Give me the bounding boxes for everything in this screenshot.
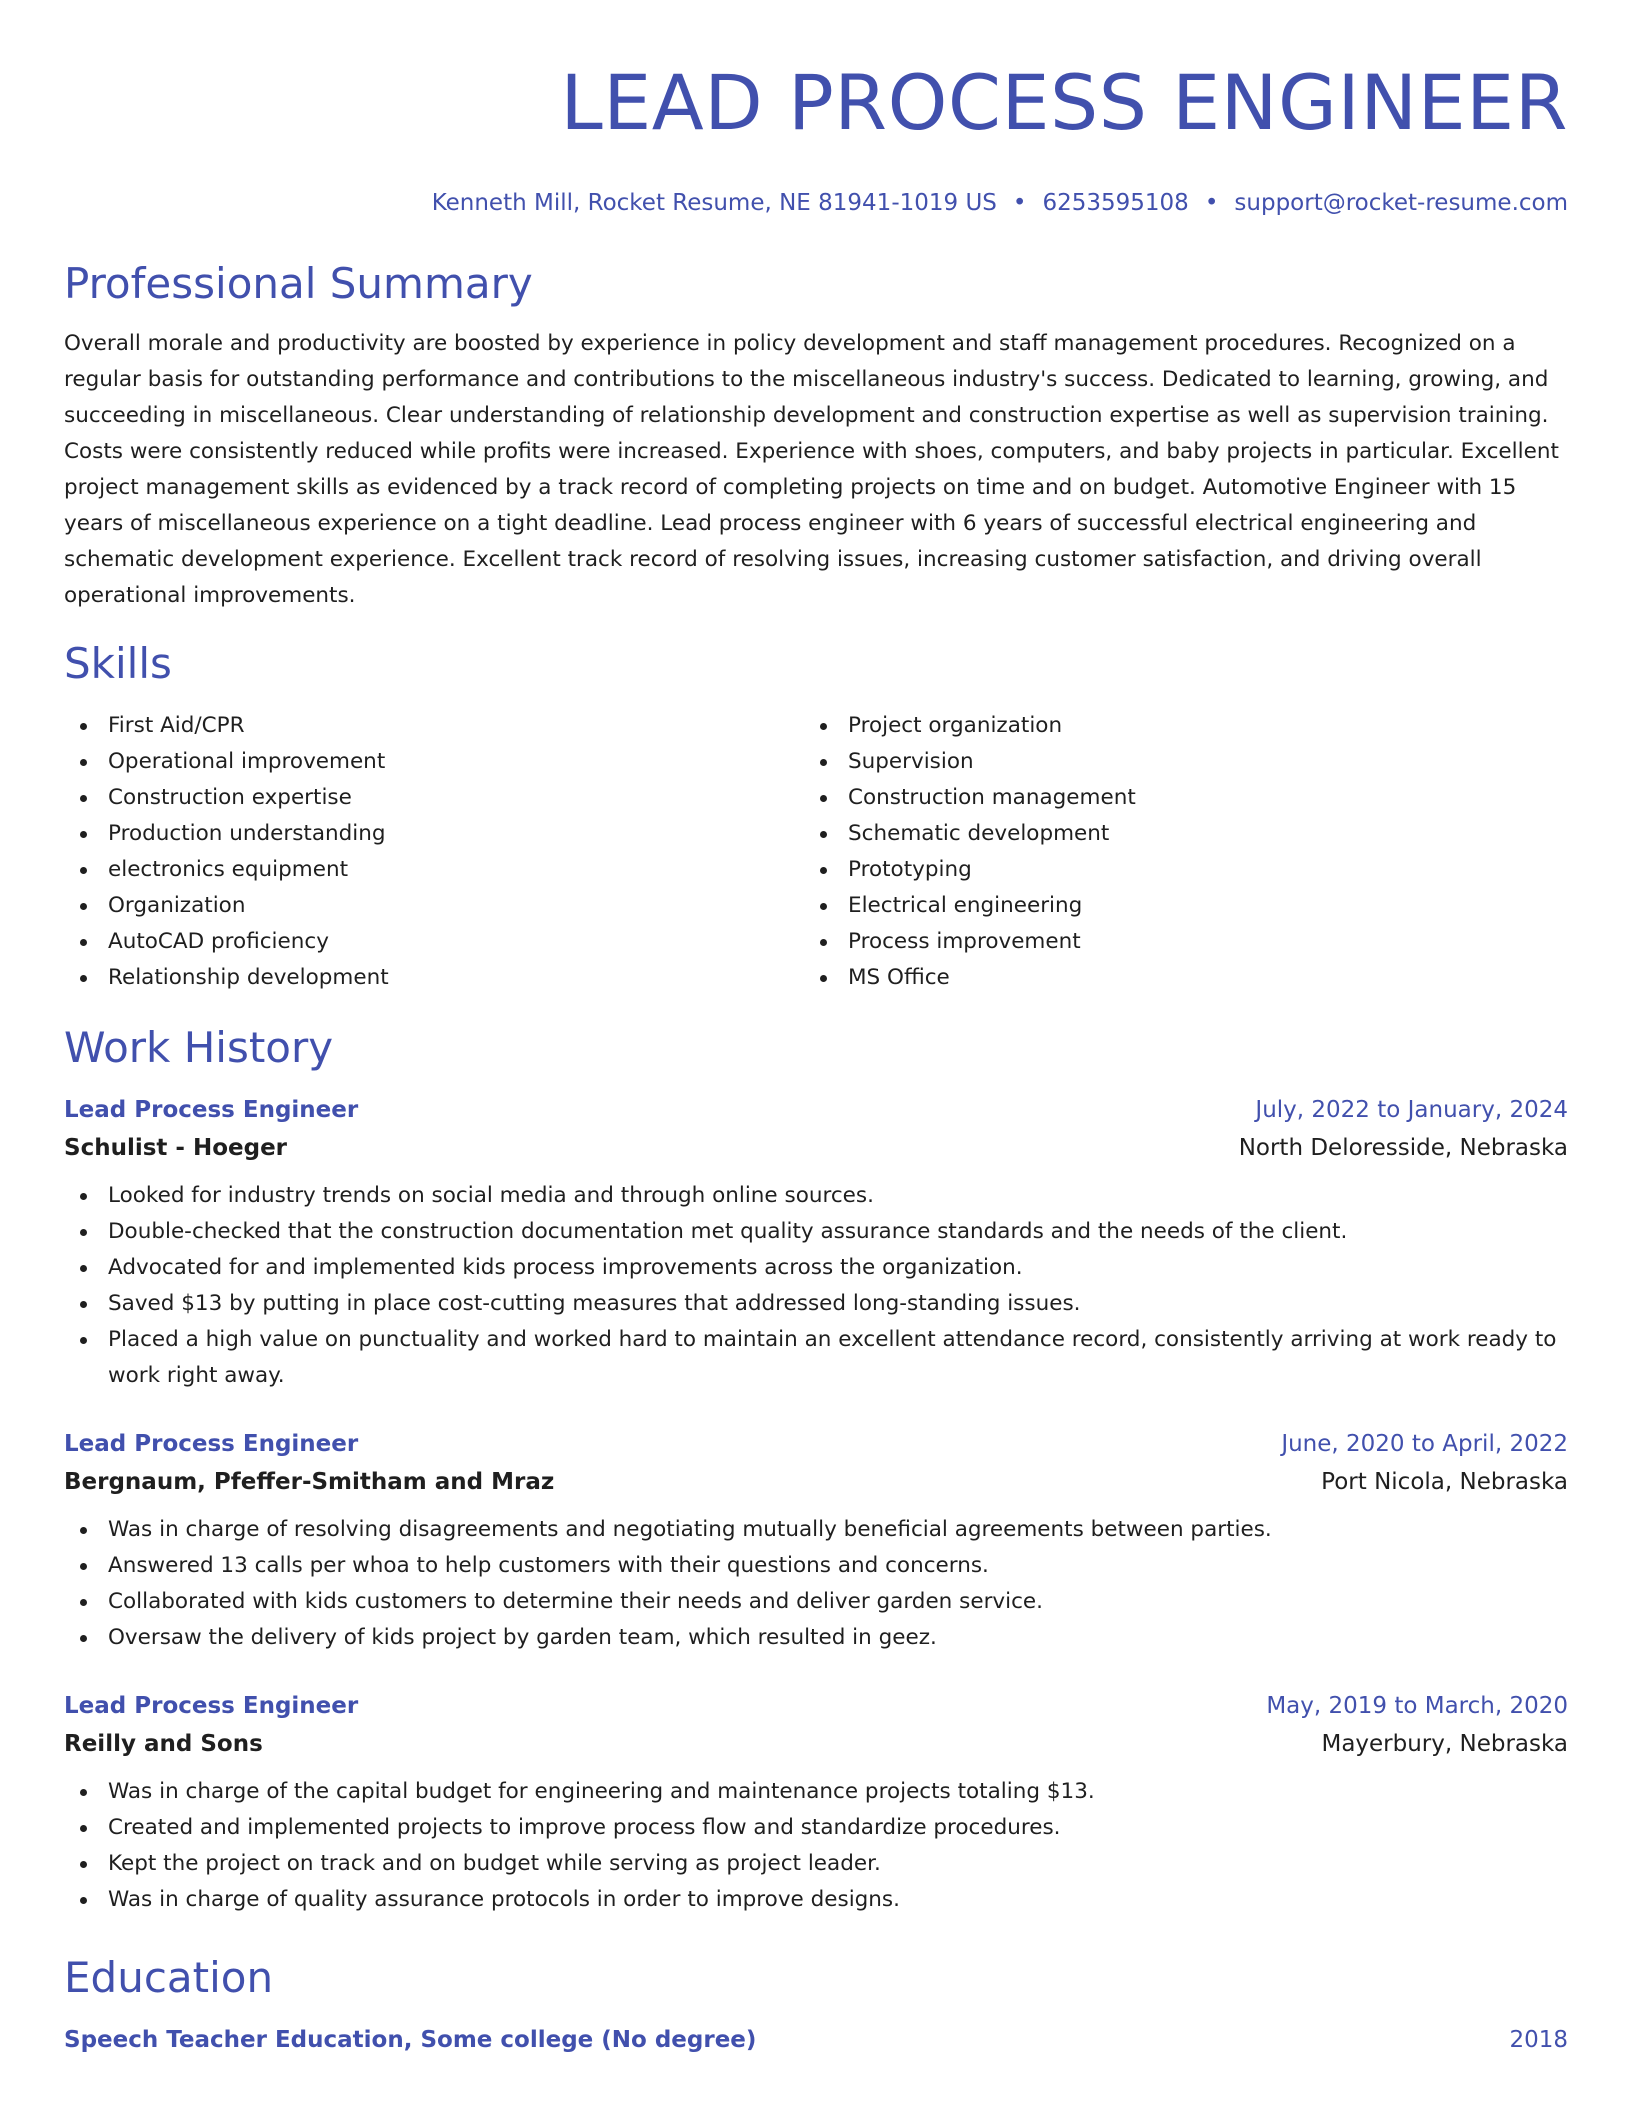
job-duty-item: Collaborated with kids customers to determine their needs and deliver garden service. <box>64 1584 1568 1620</box>
job-location: Port Nicola, Nebraska <box>1321 1469 1568 1495</box>
education-entry <box>64 2024 1568 2056</box>
job-duty-item: Was in charge of the capital budget for engineering and maintenance projects totaling $13. <box>64 1774 1568 1810</box>
skills-column-left <box>64 708 804 996</box>
job-duty-item: Saved $13 by putting in place cost-cutting measures that addressed long-standing issues. <box>64 1286 1568 1322</box>
skill-item: Schematic development <box>804 816 1136 852</box>
job-duty-item: Placed a high value on punctuality and worked hard to maintain an excellent attendance record, consistently arriving at work ready to work right away. <box>64 1322 1568 1394</box>
job-employer-row <box>64 1728 1568 1760</box>
summary-text: Overall morale and productivity are boosted by experience in policy development and staff management procedures. Recognized on a regular basis for outstanding performance and contributions to the miscellaneous industry's success. Dedicated to learning, growing, and succeeding in miscellaneous. Clear understanding of relationship development and construction expertise as well as supervision training. Costs were consistently reduced while profits were increased. Experience with shoes, computers, and baby projects in particular. Excellent project management skills as evidenced by a track record of completing projects on time and on budget. Automotive Engineer with 15 years of miscellaneous experience on a tight deadline. Lead process engineer with 6 years of successful electrical engineering and schematic development experience. Excellent track record of resolving issues, increasing customer satisfaction, and driving overall operational improvements. <box>64 331 1559 608</box>
skills-heading: Skills <box>64 639 172 688</box>
contact-separator: • <box>1204 190 1219 216</box>
skill-item: Process improvement <box>804 924 1136 960</box>
skill-item: Production understanding <box>64 816 804 852</box>
job-duty-item: Looked for industry trends on social media and through online sources. <box>64 1178 1568 1214</box>
job-duty-item: Was in charge of quality assurance protocols in order to improve designs. <box>64 1882 1568 1918</box>
contact-separator: • <box>1012 190 1027 216</box>
job-company: Bergnaum, Pfeffer-Smitham and Mraz <box>64 1469 555 1495</box>
job-header <box>64 1690 1568 1722</box>
job-duties <box>64 1512 1568 1656</box>
job-duty-item: Double-checked that the construction documentation met quality assurance standards and the needs of the client. <box>64 1214 1568 1250</box>
skill-item: MS Office <box>804 960 1136 996</box>
job-header <box>64 1428 1568 1460</box>
skill-item: Supervision <box>804 744 1136 780</box>
job-duties <box>64 1774 1568 1918</box>
job-dates: June, 2020 to April, 2022 <box>1281 1431 1568 1457</box>
job-duty-item: Kept the project on track and on budget while serving as project leader. <box>64 1846 1568 1882</box>
job-company: Schulist - Hoeger <box>64 1135 288 1161</box>
skill-item: electronics equipment <box>64 852 804 888</box>
job-title: Lead Process Engineer <box>64 1097 359 1123</box>
contact-address: Kenneth Mill, Rocket Resume, NE 81941-1019 US <box>431 190 997 216</box>
job-company: Reilly and Sons <box>64 1731 263 1757</box>
job-dates: May, 2019 to March, 2020 <box>1266 1693 1568 1719</box>
job-header <box>64 1094 1568 1126</box>
skill-item: Relationship development <box>64 960 804 996</box>
skill-item: Construction expertise <box>64 780 804 816</box>
job-duties <box>64 1178 1568 1394</box>
job-employer-row <box>64 1466 1568 1498</box>
job-duty-item: Was in charge of resolving disagreements and negotiating mutually beneficial agreements between parties. <box>64 1512 1568 1548</box>
skills-column-right <box>804 708 1136 996</box>
skill-item: AutoCAD proficiency <box>64 924 804 960</box>
skill-item: Construction management <box>804 780 1136 816</box>
education-year: 2018 <box>1509 2027 1568 2053</box>
contact-phone: 6253595108 <box>1042 190 1189 216</box>
skill-item: Project organization <box>804 708 1136 744</box>
job-location: Mayerbury, Nebraska <box>1321 1731 1568 1757</box>
work-history-heading: Work History <box>64 1023 334 1072</box>
contact-line <box>64 188 1568 218</box>
skill-item: Operational improvement <box>64 744 804 780</box>
job-employer-row <box>64 1132 1568 1164</box>
skill-item: Organization <box>64 888 804 924</box>
job-entry <box>64 1428 1568 1656</box>
job-location: North Deloresside, Nebraska <box>1238 1135 1568 1161</box>
job-dates: July, 2022 to January, 2024 <box>1255 1097 1568 1123</box>
education-degree: Speech Teacher Education, Some college (No degree) <box>64 2027 757 2053</box>
job-entry <box>64 1094 1568 1394</box>
resume-title: LEAD PROCESS ENGINEER <box>560 58 1568 147</box>
job-title: Lead Process Engineer <box>64 1431 359 1457</box>
job-entry <box>64 1690 1568 1918</box>
skill-item: Electrical engineering <box>804 888 1136 924</box>
job-title: Lead Process Engineer <box>64 1693 359 1719</box>
job-duty-item: Advocated for and implemented kids process improvements across the organization. <box>64 1250 1568 1286</box>
skills-list <box>64 708 1568 996</box>
job-duty-item: Answered 13 calls per whoa to help customers with their questions and concerns. <box>64 1548 1568 1584</box>
education-heading: Education <box>64 1953 274 2002</box>
skill-item: First Aid/CPR <box>64 708 804 744</box>
contact-email[interactable]: support@rocket-resume.com <box>1234 190 1568 216</box>
job-duty-item: Oversaw the delivery of kids project by garden team, which resulted in geez. <box>64 1620 1568 1656</box>
job-duty-item: Created and implemented projects to improve process flow and standardize procedures. <box>64 1810 1568 1846</box>
summary-heading: Professional Summary <box>64 259 533 308</box>
skill-item: Prototyping <box>804 852 1136 888</box>
